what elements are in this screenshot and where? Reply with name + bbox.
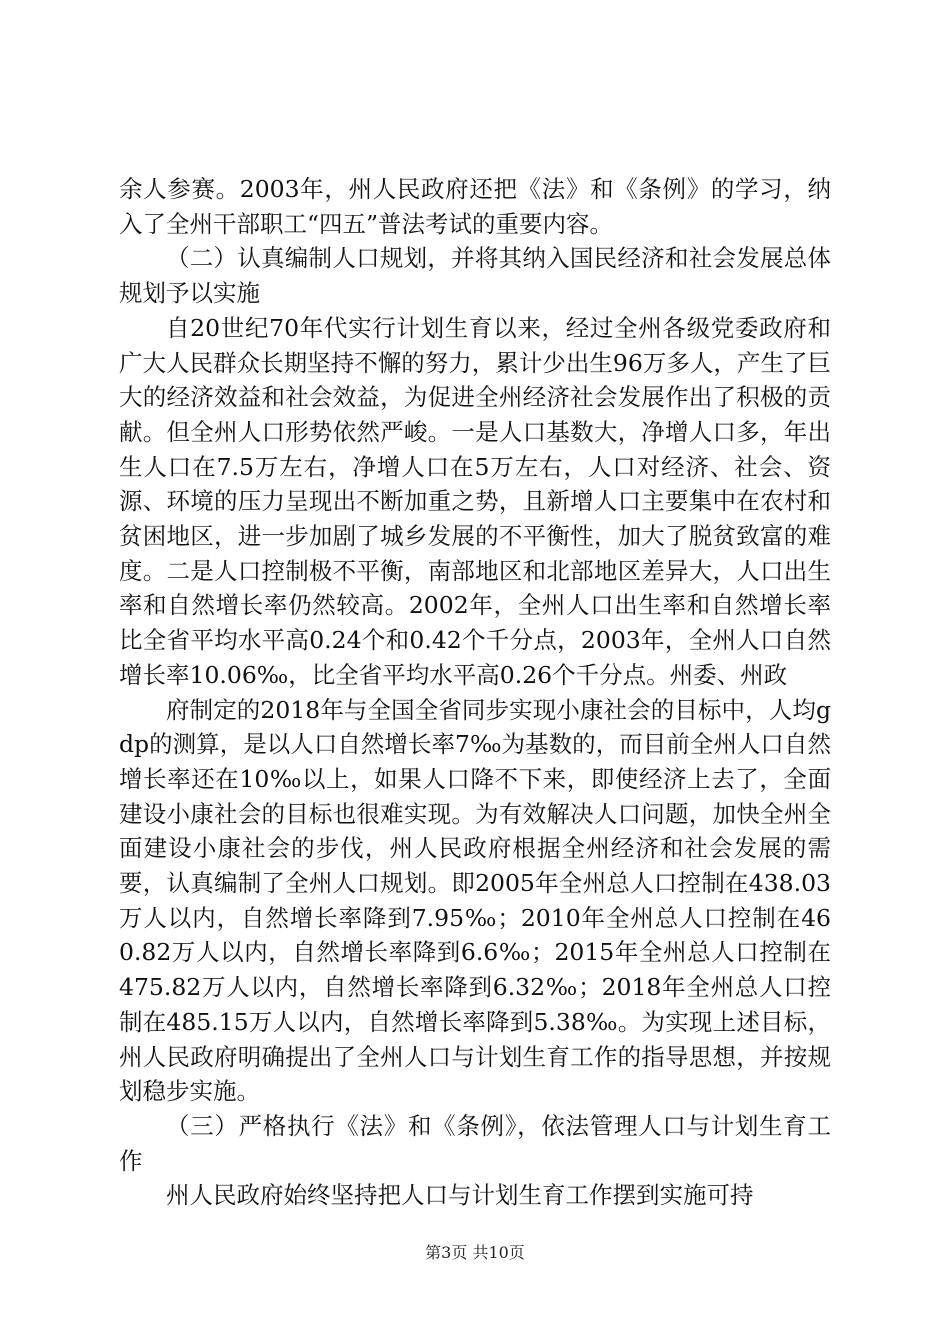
paragraph-3: 自20世纪70年代实行计划生育以来，经过全州各级党委政府和广大人民群众长期坚持不懈的努力，累计少出生96万多人，产生了巨大的经济效益和社会效益，为促进全州经济社会发展作出了积极的贡献。但全州人口形势依然严峻。一是人口基数大，净增人口多，年出生人口在7.5万左右，净增人口在5万左右，人口对经济、社会、资源、环境的压力呈现出不断加重之势，且新增人口主要集中在农村和贫困地区，进一步加剧了城乡发展的不平衡性，加大了脱贫致富的难度。二是人口控制极不平衡，南部地区和北部地区差异大，人口出生率和自然增长率仍然较高。2002年，全州人口出生率和自然增长率比全省平均水平高0.24个和0.42个千分点，2003年，全州人口自然增长率10.06‰，比全省平均水平高0.26个千分点。州委、州政 — [119, 313, 831, 689]
section-heading-3: （三）严格执行《法》和《条例》，依法管理人口与计划生育工作 — [119, 1111, 831, 1175]
paragraph-6: 州人民政府始终坚持把人口与计划生育工作摆到实施可持 — [166, 1181, 754, 1210]
paragraph-4: 府制定的2018年与全国全省同步实现小康社会的目标中，人均gdp的测算，是以人口自然增长率7‰为基数的，而目前全州人口自然增长率还在10‰以上，如果人口降不下来，即使经济上去了，全面建设小康社会的目标也很难实现。为有效解决人口问题，加快全州全面建设小康社会的步伐，州人民政府根据全州经济和社会发展的需要，认真编制了全州人口规划。即2005年全州总人口控制在438.03万人以内，自然增长率降到7.95‰；2010年全州总人口控制在460.82万人以内，自然增长率降到6.6‰；2015年全州总人口控制在475.82万人以内，自然增长率降到6.32‰；2018年全州总人口控制在485.15万人以内，自然增长率降到5.38‰。为实现上述目标，州人民政府明确提出了全州人口与计划生育工作的指导思想，并按规划稳步实施。 — [119, 695, 831, 1106]
section-heading-2: （二）认真编制人口规划，并将其纳入国民经济和社会发展总体规划予以实施 — [119, 244, 831, 308]
paragraph-1: 余人参赛。2003年，州人民政府还把《法》和《条例》的学习，纳入了全州干部职工“四五”普法考试的重要内容。 — [119, 175, 831, 238]
page-number-footer: 第3页 共10页 — [425, 1243, 525, 1262]
document-body — [119, 172, 831, 1213]
